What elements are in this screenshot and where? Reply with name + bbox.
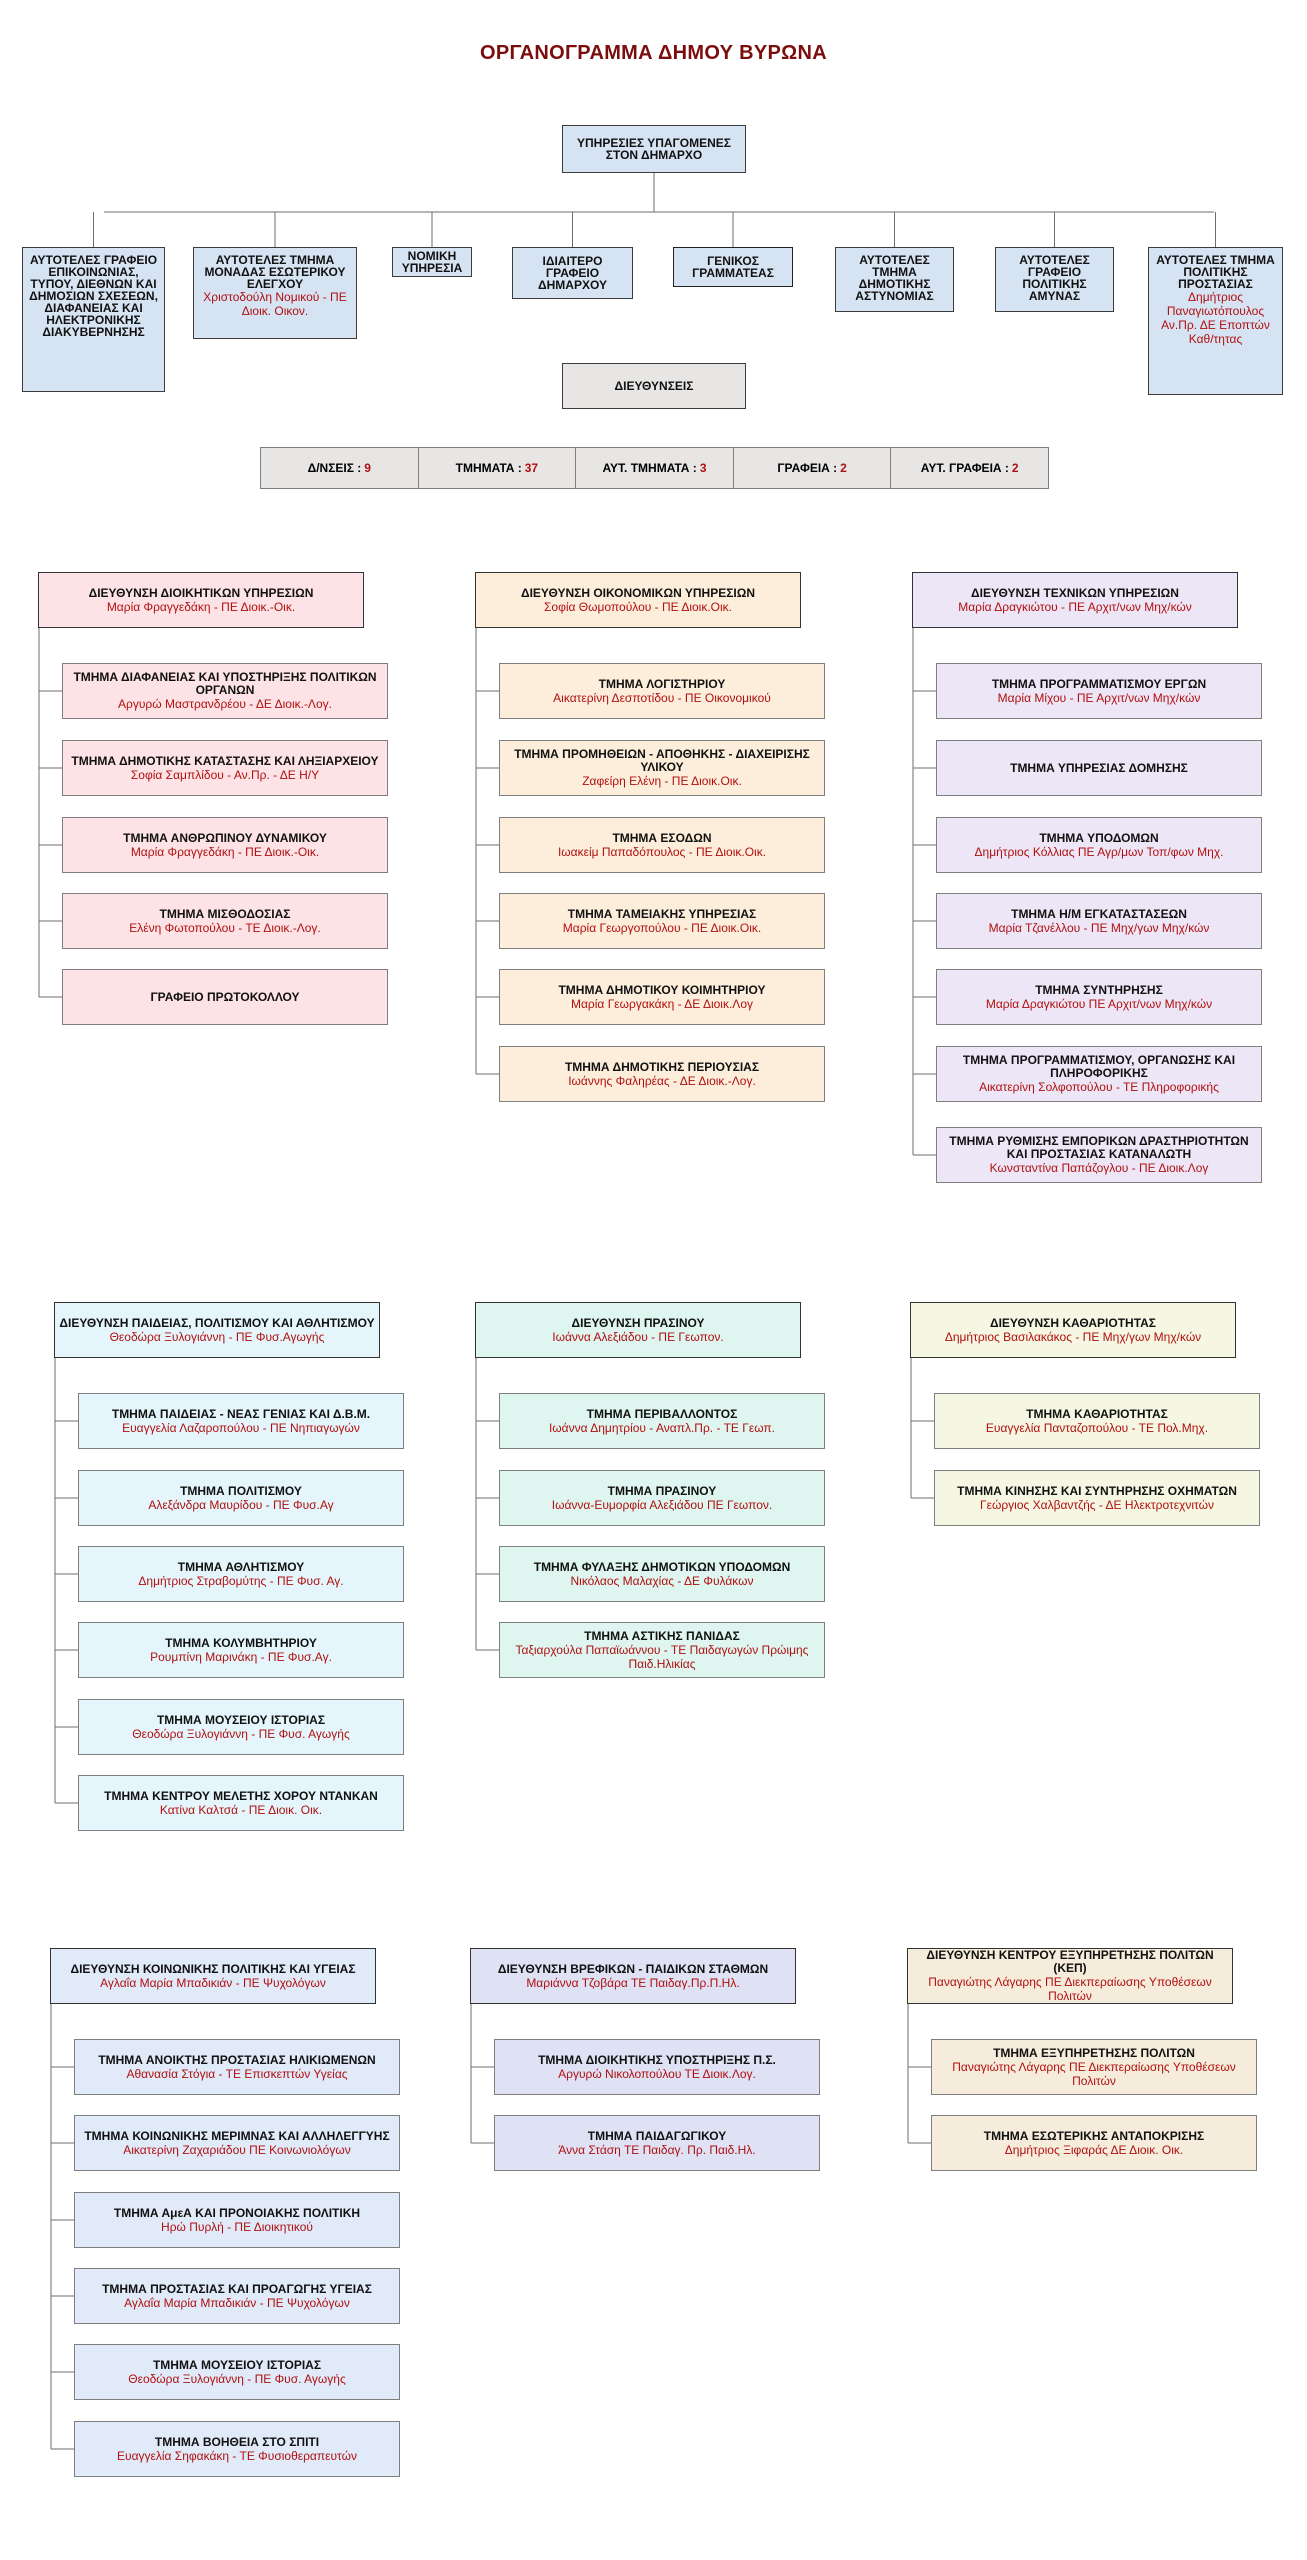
directorate-5-head-name: Δημήτριος Βασιλακάκος - ΠΕ Μηχ/γων Μηχ/κών xyxy=(944,1329,1202,1344)
directorate-8-unit-0-head-name: Παναγιώτης Λάγαρης ΠΕ Διεκπεραίωσης Υποθέσεων Πολιτών xyxy=(952,2059,1236,2088)
directorate-1-unit-3[interactable] xyxy=(499,893,825,949)
directorate-4-head-name: Ιωάννα Αλεξιάδου - ΠΕ Γεωπον. xyxy=(552,1329,724,1344)
directorate-7-unit-0-title: ΤΜΗΜΑ ΔΙΟΙΚΗΤΙΚΗΣ ΥΠΟΣΤΗΡΙΞΗΣ Π.Σ. xyxy=(538,2052,776,2067)
directorate-4-unit-3-head-name: Ταξιαρχούλα Παπαϊωάννου - ΤΕ Παιδαγωγών Πρώιμης Παιδ.Ηλικίας xyxy=(515,1642,809,1671)
directorate-2-title: ΔΙΕΥΘΥΝΣΗ ΤΕΧΝΙΚΩΝ ΥΠΗΡΕΣΙΩΝ xyxy=(971,585,1179,600)
directorate-6-unit-3[interactable] xyxy=(74,2268,400,2324)
stat-value: 3 xyxy=(699,461,707,475)
directorate-6-unit-0-head-name: Αθανασία Στόγια - ΤΕ Επισκεπτών Υγείας xyxy=(126,2066,348,2081)
directorate-0-unit-2-head-name: Μαρία Φραγγεδάκη - ΠΕ Διοικ.-Οικ. xyxy=(130,844,320,859)
directorate-2-unit-1[interactable] xyxy=(936,740,1262,796)
top-unit-municipal-police-title: ΑΥΤΟΤΕΛΕΣ ΤΜΗΜΑ ΔΗΜΟΤΙΚΗΣ ΑΣΤΥΝΟΜΙΑΣ xyxy=(855,253,934,303)
directorate-4-unit-1-head-name: Ιωάννα-Ευμορφία Αλεξιάδου ΠΕ Γεωπον. xyxy=(551,1497,773,1512)
directorate-0-unit-1-head-name: Σοφία Σαμπλίδου - Αν.Πρ. - ΔΕ Η/Υ xyxy=(130,767,320,782)
directorate-6-unit-2[interactable] xyxy=(74,2192,400,2248)
directorate-2-unit-4-title: ΤΜΗΜΑ ΣΥΝΤΗΡΗΣΗΣ xyxy=(1035,982,1163,997)
directorates-label: ΔΙΕΥΘΥΝΣΕΙΣ xyxy=(614,378,694,393)
directorate-1-unit-2[interactable] xyxy=(499,817,825,873)
directorate-2-unit-6-head-name: Κωνσταντίνα Παπάζογλου - ΠΕ Διοικ.Λογ xyxy=(989,1161,1209,1175)
directorate-1-unit-4-title: ΤΜΗΜΑ ΔΗΜΟΤΙΚΟΥ ΚΟΙΜΗΤΗΡΙΟΥ xyxy=(558,982,766,997)
directorate-7-title: ΔΙΕΥΘΥΝΣΗ ΒΡΕΦΙΚΩΝ - ΠΑΙΔΙΚΩΝ ΣΤΑΘΜΩΝ xyxy=(497,1961,769,1976)
directorate-5-unit-1-title: ΤΜΗΜΑ ΚΙΝΗΣΗΣ ΚΑΙ ΣΥΝΤΗΡΗΣΗΣ ΟΧΗΜΑΤΩΝ xyxy=(957,1483,1237,1498)
directorate-1-unit-1-title: ΤΜΗΜΑ ΠΡΟΜΗΘΕΙΩΝ - ΑΠΟΘΗΚΗΣ - ΔΙΑΧΕΙΡΙΣΗΣ ΥΛΙΚΟΥ xyxy=(514,747,810,774)
stat-value: 2 xyxy=(1011,461,1019,475)
directorate-0-head-name: Μαρία Φραγγεδάκη - ΠΕ Διοικ.-Οικ. xyxy=(106,599,296,614)
directorate-4-unit-1[interactable] xyxy=(499,1470,825,1526)
directorate-3-unit-1[interactable] xyxy=(78,1470,404,1526)
directorate-4-unit-2-title: ΤΜΗΜΑ ΦΥΛΑΞΗΣ ΔΗΜΟΤΙΚΩΝ ΥΠΟΔΟΜΩΝ xyxy=(533,1559,791,1574)
directorate-4-unit-0-title: ΤΜΗΜΑ ΠΕΡΙΒΑΛΛΟΝΤΟΣ xyxy=(586,1406,738,1421)
directorate-0-unit-1-title: ΤΜΗΜΑ ΔΗΜΟΤΙΚΗΣ ΚΑΤΑΣΤΑΣΗΣ ΚΑΙ ΛΗΞΙΑΡΧΕΙΟΥ xyxy=(71,753,379,768)
directorate-6-unit-4-head-name: Θεοδώρα Ξυλογιάννη - ΠΕ Φυσ. Αγωγής xyxy=(128,2371,346,2386)
stat-label: ΤΜΗΜΑΤΑ : xyxy=(455,461,522,475)
directorate-4[interactable] xyxy=(475,1302,801,1358)
directorate-1-unit-0-title: ΤΜΗΜΑ ΛΟΓΙΣΤΗΡΙΟΥ xyxy=(598,676,726,691)
directorate-2-unit-5-head-name: Αικατερίνη Σολφοπούλου - ΤΕ Πληροφορικής xyxy=(979,1080,1219,1094)
directorate-3[interactable] xyxy=(54,1302,380,1358)
directorate-6-unit-4-title: ΤΜΗΜΑ ΜΟΥΣΕΙΟΥ ΙΣΤΟΡΙΑΣ xyxy=(152,2357,322,2372)
directorate-2-head-name: Μαρία Δραγκιώτου - ΠΕ Αρχιτ/νων Μηχ/κών xyxy=(958,599,1192,614)
directorate-0-unit-3-head-name: Ελένη Φωτοπούλου - ΤΕ Διοικ.-Λογ. xyxy=(129,920,321,935)
directorate-5-unit-0-title: ΤΜΗΜΑ ΚΑΘΑΡΙΟΤΗΤΑΣ xyxy=(1026,1406,1168,1421)
directorate-3-unit-3[interactable] xyxy=(78,1622,404,1678)
directorate-3-unit-2-head-name: Δημήτριος Στραβομύτης - ΠΕ Φυσ. Αγ. xyxy=(138,1573,344,1588)
directorate-4-unit-1-title: ΤΜΗΜΑ ΠΡΑΣΙΝΟΥ xyxy=(607,1483,717,1498)
directorate-4-unit-2-head-name: Νικόλαος Μαλαχίας - ΔΕ Φυλάκων xyxy=(570,1573,754,1588)
directorate-3-unit-3-title: ΤΜΗΜΑ ΚΟΛΥΜΒΗΤΗΡΙΟΥ xyxy=(165,1635,317,1650)
directorate-2-unit-6[interactable] xyxy=(936,1127,1262,1183)
directorate-6-unit-2-head-name: Ηρώ Πυρλή - ΠΕ Διοικητικού xyxy=(161,2219,313,2234)
mayor-services-box[interactable] xyxy=(562,125,746,173)
stat-3 xyxy=(733,447,892,489)
directorate-0-unit-2-title: ΤΜΗΜΑ ΑΝΘΡΩΠΙΝΟΥ ΔΥΝΑΜΙΚΟΥ xyxy=(123,830,327,845)
stat-value: 2 xyxy=(840,461,847,475)
stat-label: ΓΡΑΦΕΙΑ : xyxy=(777,461,838,475)
directorate-2-unit-3-title: ΤΜΗΜΑ Η/Μ ΕΓΚΑΤΑΣΤΑΣΕΩΝ xyxy=(1011,906,1187,921)
directorate-8-unit-0[interactable] xyxy=(931,2039,1257,2095)
directorate-2-unit-0-head-name: Μαρία Μίχου - ΠΕ Αρχιτ/νων Μηχ/κών xyxy=(997,690,1201,705)
directorate-6-unit-0-title: ΤΜΗΜΑ ΑΝΟΙΚΤΗΣ ΠΡΟΣΤΑΣΙΑΣ ΗΛΙΚΙΩΜΕΝΩΝ xyxy=(98,2052,376,2067)
directorate-7-unit-1-head-name: Άννα Στάση ΤΕ Παιδαγ. Πρ. Παιδ.Ηλ. xyxy=(558,2142,756,2157)
directorate-0-unit-4-title: ΓΡΑΦΕΙΟ ΠΡΩΤΟΚΟΛΛΟΥ xyxy=(150,989,300,1004)
directorate-2-unit-1-title: ΤΜΗΜΑ ΥΠΗΡΕΣΙΑΣ ΔΟΜΗΣΗΣ xyxy=(1010,760,1188,775)
directorate-1-unit-4-head-name: Μαρία Γεωργακάκη - ΔΕ Διοικ.Λογ xyxy=(571,996,753,1011)
directorate-7-unit-1-title: ΤΜΗΜΑ ΠΑΙΔΑΓΩΓΙΚΟΥ xyxy=(587,2128,727,2143)
directorate-1-unit-2-title: ΤΜΗΜΑ ΕΣΟΔΩΝ xyxy=(612,830,712,845)
directorate-8[interactable] xyxy=(907,1948,1233,2004)
directorate-4-unit-0[interactable] xyxy=(499,1393,825,1449)
stat-0 xyxy=(260,447,419,489)
directorate-4-unit-3-title: ΤΜΗΜΑ ΑΣΤΙΚΗΣ ΠΑΝΙΔΑΣ xyxy=(584,1628,740,1643)
top-unit-internal-audit-head-name: Χριστοδούλη Νομικού - ΠΕ Διοικ. Οικον. xyxy=(203,290,347,318)
directorate-3-unit-0-head-name: Ευαγγελία Λαζαροπούλου - ΠΕ Νηπιαγωγών xyxy=(122,1420,360,1435)
directorate-1-unit-1-head-name: Ζαφείρη Ελένη - ΠΕ Διοικ.Οικ. xyxy=(582,774,742,788)
stat-4 xyxy=(890,447,1049,489)
directorate-1-unit-2-head-name: Ιωακείμ Παπαδόπουλος - ΠΕ Διοικ.Οικ. xyxy=(557,844,767,859)
directorate-5-unit-1-head-name: Γεώργιος Χαλβαντζής - ΔΕ Ηλεκτροτεχνιτών xyxy=(980,1497,1214,1512)
directorate-6-unit-2-title: ΤΜΗΜΑ ΑμεΑ ΚΑΙ ΠΡΟΝΟΙΑΚΗΣ ΠΟΛΙΤΙΚΗ xyxy=(113,2205,361,2220)
directorate-1-unit-1[interactable] xyxy=(499,740,825,796)
directorate-3-unit-3-head-name: Ρουμπίνη Μαρινάκη - ΠΕ Φυσ.Αγ. xyxy=(150,1649,332,1664)
directorate-3-unit-5[interactable] xyxy=(78,1775,404,1831)
directorate-4-unit-3[interactable] xyxy=(499,1622,825,1678)
directorate-2[interactable] xyxy=(912,572,1238,628)
stat-value: 9 xyxy=(364,461,371,475)
directorate-5[interactable] xyxy=(910,1302,1236,1358)
directorate-1-unit-5[interactable] xyxy=(499,1046,825,1102)
top-unit-mayor-office[interactable] xyxy=(512,247,633,299)
directorate-0-unit-3-title: ΤΜΗΜΑ ΜΙΣΘΟΔΟΣΙΑΣ xyxy=(159,906,291,921)
directorate-3-unit-0-title: ΤΜΗΜΑ ΠΑΙΔΕΙΑΣ - ΝΕΑΣ ΓΕΝΙΑΣ ΚΑΙ Δ.Β.Μ. xyxy=(111,1406,371,1421)
top-unit-legal-service-title: ΝΟΜΙΚΗ ΥΠΗΡΕΣΙΑ xyxy=(401,249,463,275)
directorate-0-unit-0-title: ΤΜΗΜΑ ΔΙΑΦΑΝΕΙΑΣ ΚΑΙ ΥΠΟΣΤΗΡΙΞΗΣ ΠΟΛΙΤΙΚΩΝ ΟΡΓΑΝΩΝ xyxy=(73,670,377,697)
directorate-5-title: ΔΙΕΥΘΥΝΣΗ ΚΑΘΑΡΙΟΤΗΤΑΣ xyxy=(989,1315,1157,1330)
directorate-2-unit-0-title: ΤΜΗΜΑ ΠΡΟΓΡΑΜΜΑΤΙΣΜΟΥ ΕΡΓΩΝ xyxy=(991,676,1207,691)
top-unit-civil-defence[interactable] xyxy=(995,247,1114,312)
directorate-2-unit-3[interactable] xyxy=(936,893,1262,949)
directorate-0-unit-0-head-name: Αργυρώ Μαστρανδρέου - ΔΕ Διοικ.-Λογ. xyxy=(118,697,332,711)
directorate-5-unit-1[interactable] xyxy=(934,1470,1260,1526)
directorate-1-head-name: Σοφία Θωμοπούλου - ΠΕ Διοικ.Οικ. xyxy=(543,599,733,614)
directorate-6-title: ΔΙΕΥΘΥΝΣΗ ΚΟΙΝΩΝΙΚΗΣ ΠΟΛΙΤΙΚΗΣ ΚΑΙ ΥΓΕΙΑΣ xyxy=(70,1961,356,1976)
stat-label: ΑΥΤ. ΓΡΑΦΕΙΑ : xyxy=(920,461,1009,475)
directorate-6-unit-3-head-name: Αγλαΐα Μαρία Μπαδικιάν - ΠΕ Ψυχολόγων xyxy=(124,2295,350,2310)
directorates-box[interactable] xyxy=(562,363,746,409)
stat-label: Δ/ΝΣΕΙΣ : xyxy=(307,461,362,475)
directorate-0[interactable] xyxy=(38,572,364,628)
directorate-0-unit-0[interactable] xyxy=(62,663,388,719)
top-unit-legal-service[interactable] xyxy=(392,247,472,277)
directorate-6-unit-5-title: ΤΜΗΜΑ ΒΟΗΘΕΙΑ ΣΤΟ ΣΠΙΤΙ xyxy=(154,2434,320,2449)
directorate-8-unit-1-head-name: Δημήτριος Ξιφαράς ΔΕ Διοικ. Οικ. xyxy=(1004,2142,1184,2157)
directorate-6-unit-5[interactable] xyxy=(74,2421,400,2477)
top-unit-general-secretary[interactable] xyxy=(673,247,793,287)
stat-2 xyxy=(575,447,734,489)
directorate-0-unit-4[interactable] xyxy=(62,969,388,1025)
directorate-8-title: ΔΙΕΥΘΥΝΣΗ ΚΕΝΤΡΟΥ ΕΞΥΠΗΡΕΤΗΣΗΣ ΠΟΛΙΤΩΝ (ΚΕΠ) xyxy=(926,1948,1214,1975)
directorate-2-unit-5[interactable] xyxy=(936,1046,1262,1102)
page-title: ΟΡΓΑΝΟΓΡΑΜΜΑ ΔΗΜΟΥ ΒΥΡΩΝΑ xyxy=(479,42,827,64)
directorate-1-unit-0-head-name: Αικατερίνη Δεσποτίδου - ΠΕ Οικονομικού xyxy=(553,690,771,705)
directorate-2-unit-4[interactable] xyxy=(936,969,1262,1025)
directorate-6-unit-3-title: ΤΜΗΜΑ ΠΡΟΣΤΑΣΙΑΣ ΚΑΙ ΠΡΟΑΓΩΓΗΣ ΥΓΕΙΑΣ xyxy=(102,2281,372,2296)
directorate-3-unit-4-title: ΤΜΗΜΑ ΜΟΥΣΕΙΟΥ ΙΣΤΟΡΙΑΣ xyxy=(156,1712,326,1727)
top-unit-civil-defence-title: ΑΥΤΟΤΕΛΕΣ ΓΡΑΦΕΙΟ ΠΟΛΙΤΙΚΗΣ ΑΜΥΝΑΣ xyxy=(1019,253,1090,303)
directorate-8-unit-1-title: ΤΜΗΜΑ ΕΣΩΤΕΡΙΚΗΣ ΑΝΤΑΠΟΚΡΙΣΗΣ xyxy=(983,2128,1205,2143)
directorate-1-title: ΔΙΕΥΘΥΝΣΗ ΟΙΚΟΝΟΜΙΚΩΝ ΥΠΗΡΕΣΙΩΝ xyxy=(520,585,756,600)
directorate-8-head-name: Παναγιώτης Λάγαρης ΠΕ Διεκπεραίωσης Υποθέσεων Πολιτών xyxy=(928,1975,1212,2003)
directorate-4-unit-2[interactable] xyxy=(499,1546,825,1602)
directorate-7-unit-1[interactable] xyxy=(494,2115,820,2171)
directorate-2-unit-2-head-name: Δημήτριος Κόλλιας ΠΕ Αγρ/μων Τοπ/φων Μηχ. xyxy=(974,844,1224,859)
top-unit-internal-audit[interactable] xyxy=(193,247,357,339)
directorate-2-unit-2[interactable] xyxy=(936,817,1262,873)
directorate-7[interactable] xyxy=(470,1948,796,2004)
directorate-2-unit-2-title: ΤΜΗΜΑ ΥΠΟΔΟΜΩΝ xyxy=(1039,830,1159,845)
stat-label: ΑΥΤ. ΤΜΗΜΑΤΑ : xyxy=(602,461,697,475)
directorate-3-unit-5-head-name: Κατίνα Καλτσά - ΠΕ Διοικ. Οικ. xyxy=(159,1802,323,1817)
directorate-1-unit-4[interactable] xyxy=(499,969,825,1025)
directorate-6-unit-0[interactable] xyxy=(74,2039,400,2095)
directorate-6-unit-4[interactable] xyxy=(74,2344,400,2400)
directorate-3-unit-1-head-name: Αλεξάνδρα Μαυρίδου - ΠΕ Φυσ.Αγ xyxy=(148,1497,334,1512)
directorate-7-unit-0[interactable] xyxy=(494,2039,820,2095)
top-unit-municipal-police[interactable] xyxy=(835,247,954,312)
directorate-6-unit-1-title: ΤΜΗΜΑ ΚΟΙΝΩΝΙΚΗΣ ΜΕΡΙΜΝΑΣ ΚΑΙ ΑΛΛΗΛΕΓΓΥΗΣ xyxy=(84,2128,390,2143)
directorate-0-title: ΔΙΕΥΘΥΝΣΗ ΔΙΟΙΚΗΤΙΚΩΝ ΥΠΗΡΕΣΙΩΝ xyxy=(88,585,314,600)
directorate-8-unit-1[interactable] xyxy=(931,2115,1257,2171)
directorate-3-title: ΔΙΕΥΘΥΝΣΗ ΠΑΙΔΕΙΑΣ, ΠΟΛΙΤΙΣΜΟΥ ΚΑΙ ΑΘΛΗΤΙΣΜΟΥ xyxy=(59,1315,375,1330)
stat-1 xyxy=(418,447,577,489)
directorate-1-unit-0[interactable] xyxy=(499,663,825,719)
directorate-1-unit-5-head-name: Ιωάννης Φαληρέας - ΔΕ Διοικ.-Λογ. xyxy=(568,1073,756,1088)
directorate-2-unit-6-title: ΤΜΗΜΑ ΡΥΘΜΙΣΗΣ ΕΜΠΟΡΙΚΩΝ ΔΡΑΣΤΗΡΙΟΤΗΤΩΝ ΚΑΙ ΠΡΟΣΤΑΣΙΑΣ ΚΑΤΑΝΑΛΩΤΗ xyxy=(949,1134,1249,1161)
top-unit-civil-protection[interactable] xyxy=(1148,247,1283,395)
directorate-4-unit-0-head-name: Ιωάννα Δημητρίου - Αναπλ.Πρ. - ΤΕ Γεωπ. xyxy=(548,1420,776,1435)
directorate-1-unit-3-title: ΤΜΗΜΑ ΤΑΜΕΙΑΚΗΣ ΥΠΗΡΕΣΙΑΣ xyxy=(567,906,757,921)
directorate-3-unit-5-title: ΤΜΗΜΑ ΚΕΝΤΡΟΥ ΜΕΛΕΤΗΣ ΧΟΡΟΥ ΝΤΑΝΚΑΝ xyxy=(104,1788,378,1803)
directorate-0-unit-1[interactable] xyxy=(62,740,388,796)
directorate-8-unit-0-title: ΤΜΗΜΑ ΕΞΥΠΗΡΕΤΗΣΗΣ ΠΟΛΙΤΩΝ xyxy=(993,2045,1195,2060)
top-unit-civil-protection-head-name: Δημήτριος Παναγιωτόπουλος Αν.Πρ. ΔΕ Εποπτών Καθ/τητας xyxy=(1161,290,1270,346)
directorate-3-unit-1-title: ΤΜΗΜΑ ΠΟΛΙΤΙΣΜΟΥ xyxy=(180,1483,302,1498)
top-unit-comm-office[interactable] xyxy=(22,247,165,392)
directorate-6-unit-1[interactable] xyxy=(74,2115,400,2171)
directorate-3-unit-2-title: ΤΜΗΜΑ ΑΘΛΗΤΙΣΜΟΥ xyxy=(177,1559,305,1574)
directorate-2-unit-0[interactable] xyxy=(936,663,1262,719)
directorate-7-head-name: Μαριάννα Τζοβάρα ΤΕ Παιδαγ.Πρ.Π.Ηλ. xyxy=(526,1975,740,1990)
directorate-7-unit-0-head-name: Αργυρώ Νικολοπούλου ΤΕ Διοικ.Λογ. xyxy=(558,2066,756,2081)
directorate-6-unit-5-head-name: Ευαγγελία Σηφακάκη - ΤΕ Φυσιοθεραπευτών xyxy=(117,2448,357,2463)
directorate-2-unit-4-head-name: Μαρία Δραγκιώτου ΠΕ Αρχιτ/νων Μηχ/κών xyxy=(985,996,1213,1011)
directorate-1[interactable] xyxy=(475,572,801,628)
directorate-1-unit-3-head-name: Μαρία Γεωργοπούλου - ΠΕ Διοικ.Οικ. xyxy=(562,920,762,935)
directorate-0-unit-2[interactable] xyxy=(62,817,388,873)
directorate-0-unit-3[interactable] xyxy=(62,893,388,949)
directorate-6-head-name: Αγλαΐα Μαρία Μπαδικιάν - ΠΕ Ψυχολόγων xyxy=(100,1975,326,1990)
directorate-6-unit-1-head-name: Αικατερίνη Ζαχαριάδου ΠΕ Κοινωνιολόγων xyxy=(123,2142,351,2157)
directorate-3-unit-4-head-name: Θεοδώρα Ξυλογιάννη - ΠΕ Φυσ. Αγωγής xyxy=(132,1726,350,1741)
directorate-2-unit-5-title: ΤΜΗΜΑ ΠΡΟΓΡΑΜΜΑΤΙΣΜΟΥ, ΟΡΓΑΝΩΣΗΣ ΚΑΙ ΠΛΗΡΟΦΟΡΙΚΗΣ xyxy=(962,1053,1236,1080)
top-unit-comm-office-title: ΑΥΤΟΤΕΛΕΣ ΓΡΑΦΕΙΟ ΕΠΙΚΟΙΝΩΝΙΑΣ, ΤΥΠΟΥ, ΔΙΕΘΝΩΝ ΚΑΙ ΔΗΜΟΣΙΩΝ ΣΧΕΣΕΩΝ, ΔΙΑΦΑΝΕΙΑΣ ΚΑΙ ΗΛΕΚΤΡΟΝΙΚΗΣ ΔΙΑΚΥΒΕΡΝΗΣΗΣ xyxy=(29,253,158,339)
directorate-5-unit-0[interactable] xyxy=(934,1393,1260,1449)
top-unit-civil-protection-title: ΑΥΤΟΤΕΛΕΣ ΤΜΗΜΑ ΠΟΛΙΤΙΚΗΣ ΠΡΟΣΤΑΣΙΑΣ xyxy=(1156,253,1275,291)
directorate-3-unit-0[interactable] xyxy=(78,1393,404,1449)
directorate-1-unit-5-title: ΤΜΗΜΑ ΔΗΜΟΤΙΚΗΣ ΠΕΡΙΟΥΣΙΑΣ xyxy=(564,1059,760,1074)
directorate-4-title: ΔΙΕΥΘΥΝΣΗ ΠΡΑΣΙΝΟΥ xyxy=(571,1315,705,1330)
top-unit-general-secretary-title: ΓΕΝΙΚΟΣ ΓΡΑΜΜΑΤΕΑΣ xyxy=(692,254,774,280)
mayor-services-label: ΥΠΗΡΕΣΙΕΣ ΥΠΑΓΟΜΕΝΕΣ ΣΤΟΝ ΔΗΜΑΡΧΟ xyxy=(577,136,731,162)
stat-value: 37 xyxy=(524,461,539,475)
directorate-3-head-name: Θεοδώρα Ξυλογιάννη - ΠΕ Φυσ.Αγωγής xyxy=(109,1329,325,1344)
directorate-6[interactable] xyxy=(50,1948,376,2004)
directorate-3-unit-4[interactable] xyxy=(78,1699,404,1755)
directorate-5-unit-0-head-name: Ευαγγελία Πανταζοπούλου - ΤΕ Πολ.Μηχ. xyxy=(985,1420,1209,1435)
top-unit-internal-audit-title: ΑΥΤΟΤΕΛΕΣ ΤΜΗΜΑ ΜΟΝΑΔΑΣ ΕΣΩΤΕΡΙΚΟΥ ΕΛΕΓΧΟΥ xyxy=(204,253,346,291)
top-unit-mayor-office-title: ΙΔΙΑΙΤΕΡΟ ΓΡΑΦΕΙΟ ΔΗΜΑΡΧΟΥ xyxy=(538,254,607,292)
directorate-2-unit-3-head-name: Μαρία Τζανέλλου - ΠΕ Μηχ/γων Μηχ/κών xyxy=(988,920,1210,935)
directorate-3-unit-2[interactable] xyxy=(78,1546,404,1602)
